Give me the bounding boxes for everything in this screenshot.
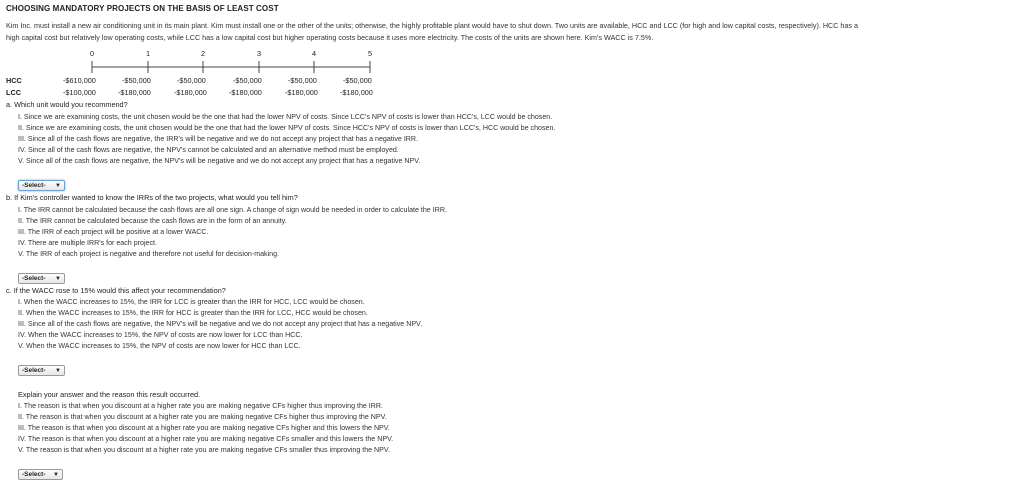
period-label: 3 — [257, 49, 262, 58]
answer-select-explain[interactable] — [18, 469, 63, 480]
select-value: -Select- — [22, 275, 46, 282]
chevron-down-icon: ▼ — [55, 367, 61, 374]
answer-option: III. Since all of the cash flows are negative, the NPV's will be negative and we do not accept any project that has a negative NPV. — [18, 320, 423, 328]
answer-option: II. The reason is that when you discount at a higher rate you are making negative CFs higher thus improving the NPV. — [18, 413, 387, 421]
answer-select-c[interactable] — [18, 365, 65, 376]
answer-select-a[interactable] — [18, 180, 65, 191]
answer-option: III. The IRR of each project will be positive at a lower WACC. — [18, 228, 209, 236]
answer-option: I. The reason is that when you discount at a higher rate you are making negative CFs higher thus improving the IRR. — [18, 402, 383, 410]
period-label: 4 — [312, 49, 317, 58]
lcc-cash-flow: -$180,000 — [174, 88, 207, 97]
answer-option: III. Since all of the cash flows are negative, the IRR's will be negative and we do not accept any project that has a negative IRR. — [18, 135, 419, 143]
hcc-cash-flow: -$50,000 — [177, 76, 206, 85]
lcc-cash-flow: -$180,000 — [340, 88, 373, 97]
answer-option: IV. The reason is that when you discount at a higher rate you are making negative CFs smaller and this lowers the NPV. — [18, 435, 394, 443]
chevron-down-icon: ▼ — [55, 182, 61, 189]
answer-option: I. The IRR cannot be calculated because the cash flows are all one sign. A change of sign would be needed in order to calculate the IRR. — [18, 206, 447, 214]
row-label-lcc: LCC — [6, 88, 21, 97]
answer-option: V. The IRR of each project is negative and therefore not useful for decision-making. — [18, 250, 280, 258]
question-prompt: b. If Kim's controller wanted to know the IRRs of the two projects, what would you tell him? — [6, 193, 298, 202]
select-value: -Select- — [22, 367, 46, 374]
answer-option: II. Since we are examining costs, the unit chosen would be the one that had the lower NPV of costs. Since HCC's NPV of costs is lower than LCC's, HCC would be chosen. — [18, 124, 556, 132]
question-prompt: a. Which unit would you recommend? — [6, 100, 128, 109]
question-prompt: c. If the WACC rose to 15% would this affect your recommendation? — [6, 286, 226, 295]
answer-option: I. When the WACC increases to 15%, the IRR for LCC is greater than the IRR for HCC, LCC would be chosen. — [18, 298, 365, 306]
page-title: CHOOSING MANDATORY PROJECTS ON THE BASIS OF LEAST COST — [6, 4, 279, 13]
hcc-cash-flow: -$50,000 — [288, 76, 317, 85]
select-value: -Select- — [22, 471, 46, 478]
lcc-cash-flow: -$180,000 — [285, 88, 318, 97]
row-label-hcc: HCC — [6, 76, 22, 85]
answer-option: I. Since we are examining costs, the unit chosen would be the one that had the lower NPV of costs. Since LCC's NPV of costs is lower than HCC's, LCC would be chosen. — [18, 113, 553, 121]
answer-option: II. When the WACC increases to 15%, the IRR for HCC is greater than the IRR for LCC, HCC would be chosen. — [18, 309, 368, 317]
lcc-cash-flow: -$180,000 — [229, 88, 262, 97]
hcc-cash-flow: -$50,000 — [233, 76, 262, 85]
hcc-cash-flow: -$610,000 — [63, 76, 96, 85]
intro-line-1: Kim Inc. must install a new air conditioning unit in its main plant. Kim must install one or the other of the units; otherwise, the highly profitable plant would have to shut down. Two units are available, HCC and LCC (for high and low capital costs, respectively). HCC has a — [6, 21, 859, 30]
period-label: 0 — [90, 49, 95, 58]
answer-option: V. Since all of the cash flows are negative, the NPV's will be negative and we do not accept any project that has a negative NPV. — [18, 157, 421, 165]
answer-option: III. The reason is that when you discount at a higher rate you are making negative CFs higher and this lowers the NPV. — [18, 424, 390, 432]
answer-option: IV. There are multiple IRR's for each project. — [18, 239, 157, 247]
hcc-cash-flow: -$50,000 — [122, 76, 151, 85]
chevron-down-icon: ▼ — [55, 275, 61, 282]
question-prompt: Explain your answer and the reason this result occurred. — [18, 390, 201, 399]
period-label: 5 — [368, 49, 373, 58]
period-label: 1 — [146, 49, 151, 58]
period-label: 2 — [201, 49, 206, 58]
answer-option: IV. When the WACC increases to 15%, the NPV of costs are now lower for LCC than HCC. — [18, 331, 303, 339]
answer-select-b[interactable] — [18, 273, 65, 284]
answer-option: II. The IRR cannot be calculated because the cash flows are in the form of an annuity. — [18, 217, 287, 225]
answer-option: V. When the WACC increases to 15%, the NPV of costs are now lower for HCC than LCC. — [18, 342, 301, 350]
select-value: -Select- — [22, 182, 46, 189]
intro-line-2: high capital cost but relatively low operating costs, while LCC has a low capital cost but higher operating costs because it uses more electricity. The costs of the units are shown here. Kim's WACC is 7.5%. — [6, 33, 654, 42]
answer-option: V. The reason is that when you discount at a higher rate you are making negative CFs smaller thus improving the NPV. — [18, 446, 390, 454]
hcc-cash-flow: -$50,000 — [343, 76, 372, 85]
answer-option: IV. Since all of the cash flows are negative, the NPV's cannot be calculated and an alternative method must be employed. — [18, 146, 399, 154]
timeline-axis — [0, 0, 1024, 100]
chevron-down-icon: ▼ — [53, 471, 59, 478]
lcc-cash-flow: -$180,000 — [118, 88, 151, 97]
lcc-cash-flow: -$100,000 — [63, 88, 96, 97]
